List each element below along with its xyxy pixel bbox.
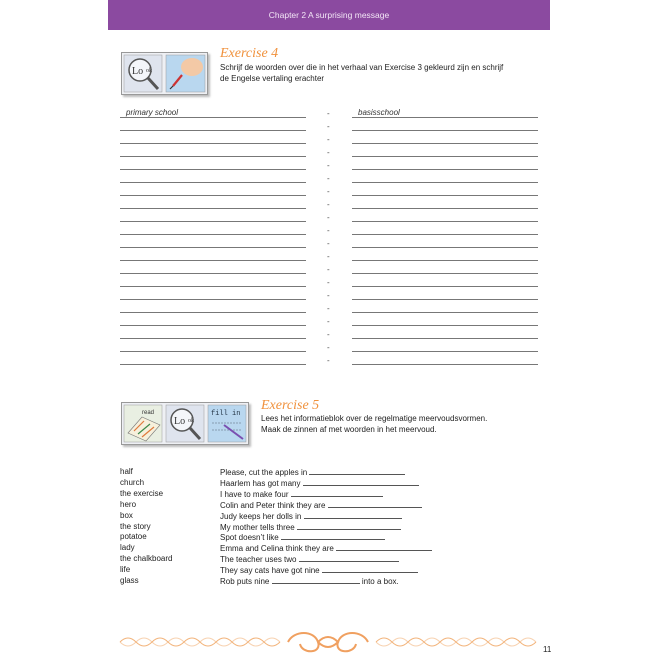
answer-line-english[interactable] xyxy=(120,341,306,352)
separator-dash: - xyxy=(327,343,330,352)
answer-line-english[interactable] xyxy=(120,315,306,326)
example-dutch-word: basisschool xyxy=(358,108,400,117)
answer-blank[interactable] xyxy=(297,522,401,530)
answer-blank[interactable] xyxy=(328,500,422,508)
read-book-icon xyxy=(124,405,162,442)
separator-dash: - xyxy=(327,187,330,196)
separator-dash: - xyxy=(327,200,330,209)
answer-line-english[interactable] xyxy=(120,198,306,209)
svg-text:Lo: Lo xyxy=(132,66,144,77)
separator-dash: - xyxy=(327,122,330,131)
page-number: 11 xyxy=(543,645,552,654)
sentence-text: The teacher uses two xyxy=(220,555,297,565)
singular-word: glass xyxy=(120,576,139,585)
answer-line-dutch[interactable] xyxy=(352,237,538,248)
answer-line-dutch[interactable] xyxy=(352,354,538,365)
svg-text:Lo: Lo xyxy=(174,416,186,427)
exercise5-instruction-line: Lees het informatieblok over de regelmatige meervoudsvormen. xyxy=(261,414,488,423)
exercise4-instruction-line: Schrijf de woorden over die in het verhaal van Exercise 3 gekleurd zijn en schrijf xyxy=(220,63,504,72)
answer-line-english[interactable] xyxy=(120,328,306,339)
separator-dash: - xyxy=(327,239,330,248)
separator-dash: - xyxy=(327,252,330,261)
separator-dash: - xyxy=(327,161,330,170)
svg-text:ok: ok xyxy=(188,418,194,424)
fill-in-icon xyxy=(208,405,246,442)
answer-blank[interactable] xyxy=(291,489,383,497)
answer-line-english[interactable] xyxy=(120,133,306,144)
singular-word: the story xyxy=(120,521,151,531)
sentence-text: Judy keeps her dolls in xyxy=(220,511,302,521)
separator-dash: - xyxy=(327,213,330,222)
exercise4-icon-group xyxy=(121,52,208,95)
answer-line-dutch[interactable] xyxy=(352,159,538,170)
singular-word: lady xyxy=(120,543,135,553)
separator-dash: - xyxy=(327,330,330,339)
sentence-text: I have to make four xyxy=(220,489,289,499)
answer-line-english[interactable] xyxy=(120,120,306,131)
separator-dash: - xyxy=(327,304,330,313)
answer-line-english[interactable] xyxy=(120,354,306,365)
answer-line-dutch[interactable] xyxy=(352,198,538,209)
answer-blank[interactable] xyxy=(281,532,385,540)
sentence-text: Emma and Celina think they are xyxy=(220,544,334,554)
answer-line-dutch[interactable] xyxy=(352,211,538,222)
svg-text:ok: ok xyxy=(146,68,152,74)
answer-line-english[interactable] xyxy=(120,159,306,170)
exercise5-title: Exercise 5 xyxy=(261,398,320,413)
chapter-header-bar xyxy=(108,0,550,30)
sentence-text: Rob puts nine xyxy=(220,577,270,586)
answer-blank[interactable] xyxy=(309,467,405,475)
singular-word: church xyxy=(120,477,145,487)
answer-blank[interactable] xyxy=(322,565,418,573)
sentence-text: Spot doesn’t like xyxy=(220,533,279,543)
answer-line-english[interactable] xyxy=(120,250,306,261)
singular-word: life xyxy=(120,565,131,575)
exercise4-instruction-line: de Engelse vertaling erachter xyxy=(220,73,325,83)
answer-line-english[interactable] xyxy=(120,172,306,183)
answer-line-english[interactable] xyxy=(120,185,306,196)
answer-line-english[interactable] xyxy=(120,289,306,300)
svg-text:fill in: fill in xyxy=(211,410,241,418)
writing-hand-icon xyxy=(166,55,205,92)
singular-word: hero xyxy=(120,499,137,509)
chapter-title: Chapter 2 A surprising message xyxy=(268,10,390,20)
singular-word: half xyxy=(120,467,133,476)
svg-text:read: read xyxy=(142,410,155,416)
answer-blank[interactable] xyxy=(336,543,432,551)
answer-line-dutch[interactable] xyxy=(352,276,538,287)
exercise5-instructions xyxy=(261,414,487,435)
answer-line-dutch[interactable] xyxy=(352,224,538,235)
answer-line-dutch[interactable] xyxy=(352,120,538,131)
answer-line-dutch[interactable] xyxy=(352,107,538,118)
sentence-text: My mother tells three xyxy=(220,522,295,532)
answer-blank[interactable] xyxy=(303,478,419,486)
answer-line-dutch[interactable] xyxy=(352,185,538,196)
exercise4-title: Exercise 4 xyxy=(220,46,279,61)
answer-line-english[interactable] xyxy=(120,263,306,274)
answer-line-dutch[interactable] xyxy=(352,315,538,326)
exercise5-instruction-line: Maak de zinnen af met woorden in het meervoud. xyxy=(261,424,437,434)
sentence-text: They say cats have got nine xyxy=(220,566,320,576)
separator-dash: - xyxy=(327,109,330,118)
answer-line-dutch[interactable] xyxy=(352,250,538,261)
separator-dash: - xyxy=(327,148,330,157)
answer-blank[interactable] xyxy=(304,511,402,519)
answer-blank[interactable] xyxy=(299,554,399,562)
answer-line-english[interactable] xyxy=(120,302,306,313)
answer-line-dutch[interactable] xyxy=(352,289,538,300)
exercise4-instructions xyxy=(220,63,503,84)
answer-line-dutch[interactable] xyxy=(352,146,538,157)
answer-line-english[interactable] xyxy=(120,211,306,222)
answer-line-english[interactable] xyxy=(120,276,306,287)
sentence-text: Colin and Peter think they are xyxy=(220,500,326,510)
sentence-text: Please, cut the apples in xyxy=(220,468,308,477)
example-english-word: primary school xyxy=(126,108,179,117)
sentence-text: Haarlem has got many xyxy=(220,478,301,488)
answer-line-english[interactable] xyxy=(120,224,306,235)
look-icon xyxy=(166,405,204,442)
separator-dash: - xyxy=(327,174,330,183)
look-icon xyxy=(124,55,162,92)
footer-ornament xyxy=(118,630,538,654)
separator-dash: - xyxy=(327,356,330,365)
answer-line-english[interactable] xyxy=(120,237,306,248)
separator-dash: - xyxy=(327,226,330,235)
answer-line-dutch[interactable] xyxy=(352,172,538,183)
answer-blank[interactable] xyxy=(272,576,360,584)
separator-dash: - xyxy=(327,291,330,300)
answer-line-dutch[interactable] xyxy=(352,302,538,313)
separator-dash: - xyxy=(327,265,330,274)
exercise5-icon-group xyxy=(121,402,249,445)
separator-dash: - xyxy=(327,135,330,144)
sentence-ending: into a box. xyxy=(361,577,399,586)
answer-line-english[interactable] xyxy=(120,146,306,157)
separator-dash: - xyxy=(327,278,330,287)
answer-line-english[interactable] xyxy=(120,107,306,118)
singular-word: the chalkboard xyxy=(120,554,173,564)
answer-line-dutch[interactable] xyxy=(352,341,538,352)
singular-word: box xyxy=(120,510,133,520)
answer-line-dutch[interactable] xyxy=(352,328,538,339)
answer-line-dutch[interactable] xyxy=(352,263,538,274)
separator-dash: - xyxy=(327,317,330,326)
singular-word: potatoe xyxy=(120,532,147,542)
answer-line-dutch[interactable] xyxy=(352,133,538,144)
singular-word: the exercise xyxy=(120,488,164,498)
